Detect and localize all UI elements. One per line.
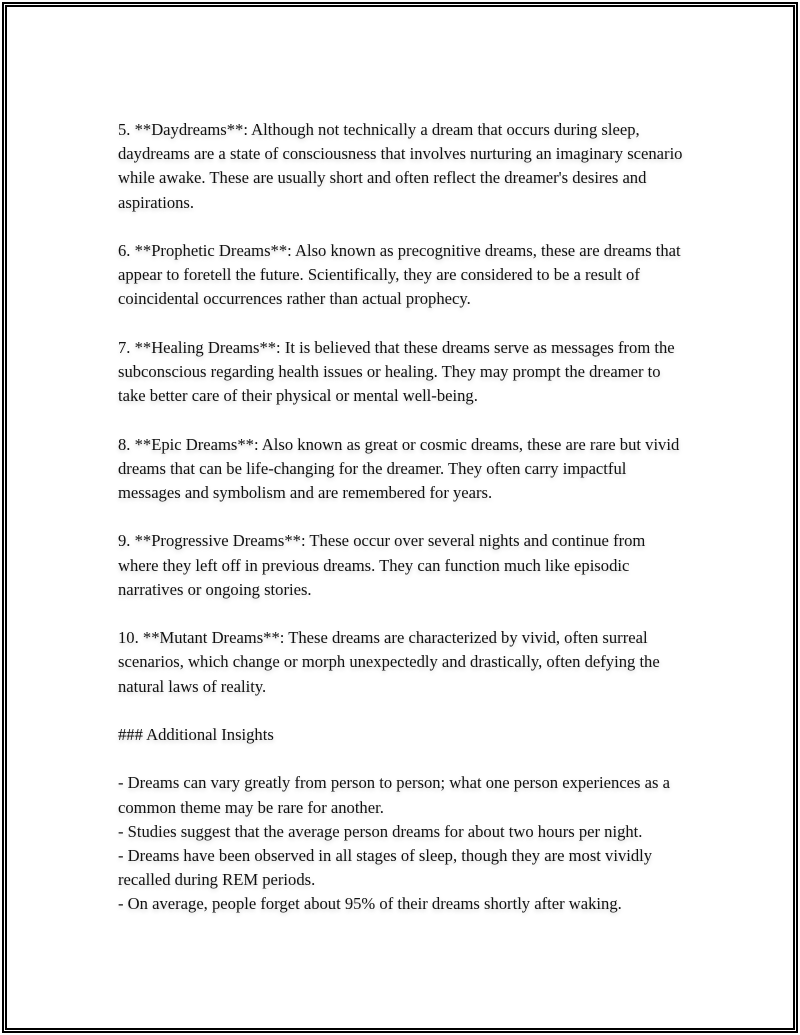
paragraph-daydreams: 5. **Daydreams**: Although not technically a dream that occurs during sleep, daydreams are a state of consciousness that involves nurturing an imaginary scenario while awake. These are usually short and often reflect the dreamer's desires and aspirations.	[118, 120, 683, 212]
paragraph-mutant-dreams: 10. **Mutant Dreams**: These dreams are characterized by vivid, often surreal scenarios, which change or morph unexpectedly and drastically, often defying the natural laws of reality.	[118, 628, 660, 696]
paragraph-progressive-dreams: 9. **Progressive Dreams**: These occur over several nights and continue from where they left off in previous dreams. They can function much like episodic narratives or ongoing stories.	[118, 531, 646, 599]
paragraph-prophetic-dreams: 6. **Prophetic Dreams**: Also known as precognitive dreams, these are dreams that appear to foretell the future. Scientifically, they are considered to be a result of coincidental occurrences rather than actual prophecy.	[118, 241, 681, 309]
insights-list	[118, 771, 686, 916]
list-item: - Studies suggest that the average person dreams for about two hours per night.	[118, 821, 643, 841]
section-heading: ### Additional Insights	[118, 724, 274, 744]
paragraph-healing-dreams: 7. **Healing Dreams**: It is believed that these dreams serve as messages from the subconscious regarding health issues or healing. They may prompt the dreamer to take better care of their physical or mental well-being.	[118, 337, 675, 406]
list-item: - Dreams have been observed in all stages of sleep, though they are most vividly recalled during REM periods.	[118, 845, 653, 890]
list-item: - On average, people forget about 95% of their dreams shortly after waking.	[118, 894, 622, 914]
list-item: - Dreams can vary greatly from person to person; what one person experiences as a common theme may be rare for another.	[118, 773, 670, 817]
paragraph-epic-dreams: 8. **Epic Dreams**: Also known as great or cosmic dreams, these are rare but vivid dreams that can be life-changing for the dreamer. They often carry impactful messages and symbolism and are remembered for years.	[118, 434, 680, 502]
document-body	[118, 118, 686, 917]
